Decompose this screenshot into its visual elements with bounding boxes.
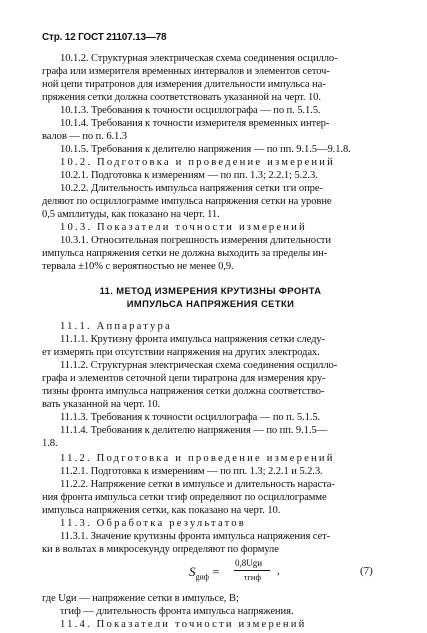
subsection-title: 11.1. Аппаратура <box>60 321 172 332</box>
text-line: τгиф — длительность фронта импульса напряжения. <box>60 606 294 617</box>
text-line: импульса напряжения сетки не должна выходить за пределы ин- <box>42 248 328 259</box>
text-line: 10.1.2. Структурная электрическая схема соединения осцилло- <box>60 53 338 64</box>
equation-number: (7) <box>360 565 373 577</box>
formula-denominator: τгиф <box>244 572 261 582</box>
formula-7 <box>0 558 427 590</box>
text-line: 11.2.2. Напряжение сетки в импульсе и длительность нараста- <box>60 479 335 490</box>
subsection-title: 10.3. Показатели точности измерений <box>60 222 307 233</box>
subsection-title: 11.3. Обработка результатов <box>60 518 247 529</box>
fraction-bar <box>234 570 270 571</box>
text-line: ки в вольтах в микросекунду определяют по формуле <box>42 544 279 555</box>
section-heading: ИМПУЛЬСА НАПРЯЖЕНИЯ СЕТКИ <box>126 298 295 309</box>
text-line: 10.1.4. Требования к точности измерителя временных интер- <box>60 118 330 129</box>
formula-numerator: 0,8Ugи <box>235 558 263 568</box>
formula-comma: , <box>277 565 280 577</box>
text-line: валов — по п. 6.1.3 <box>42 131 128 142</box>
page-header: Стр. 12 ГОСТ 21107.13—78 <box>42 32 167 43</box>
text-line: 11.2.1. Подготовка к измерениям — по пп. 1.3; 2.2.1 и 5.2.3. <box>60 466 323 477</box>
subsection-title: 11.4. Показатели точности измерений <box>60 619 307 630</box>
text-line: 11.1.1. Крутизну фронта импульса напряжения сетки следу- <box>60 334 326 345</box>
text-line: 10.2.2. Длительность импульса напряжения сетки τги опре- <box>60 183 323 194</box>
text-line: 11.3.1. Значение крутизны фронта импульса напряжения сет- <box>60 531 331 542</box>
text-line: 11.1.3. Требования к точности осциллографа — по п. 5.1.5. <box>60 412 321 423</box>
text-line: ной цепи тиратронов для измерения длительности импульса на- <box>42 79 326 90</box>
text-line: тизны фронта импульса напряжения сетки должна соответство- <box>42 386 325 397</box>
text-line: пряжения сетки должна соответствовать указанной на черт. 10. <box>42 92 321 103</box>
section-heading: 11. МЕТОД ИЗМЕРЕНИЯ КРУТИЗНЫ ФРОНТА <box>99 285 322 296</box>
text-line: 0,5 амплитуды, как показано на черт. 11. <box>42 209 220 220</box>
text-line: деляют по осциллограмме импульса напряжения сетки на уровне <box>42 196 332 207</box>
text-line: 10.1.3. Требования к точности осциллографа — по п. 5.1.5. <box>60 105 321 116</box>
text-line: графа или измерителя временных интервалов и элементов сеточ- <box>42 66 330 77</box>
text-line: 10.2.1. Подготовка к измерениям — по пп. 1.3; 2.2.1; 5.2.3. <box>60 170 318 181</box>
text-line: вать указанной на черт. 10. <box>42 399 161 410</box>
subsection-title: 10.2. Подготовка и проведение измерений <box>60 157 336 168</box>
text-line: 10.3.1. Относительная погрешность измерения длительности <box>60 235 331 246</box>
text-line: импульса напряжения сетки, как показано на черт. 10. <box>42 505 281 516</box>
subsection-title: 11.2. Подготовка и проведение измерений <box>60 453 335 464</box>
text-line: 11.1.4. Требования к делителю напряжения — по пп. 9.1.5— <box>60 425 328 436</box>
text-line: 10.1.5. Требования к делителю напряжения — по пп. 9.1.5—9.1.8. <box>60 144 351 155</box>
text-line: тервала ±10% с вероятностью не менее 0,9. <box>42 261 234 272</box>
text-line: где Ugи — напряжение сетки в импульсе, В; <box>42 593 239 604</box>
text-line: 11.1.2. Структурная электрическая схема соединения осцилло- <box>60 360 338 371</box>
text-line: 1.8. <box>42 438 58 449</box>
text-line: ния фронта импульса сетки τгиф определяют по осциллограмме <box>42 492 327 503</box>
text-line: графа и элементов сеточной цепи тиратрона для измерения кру- <box>42 373 326 384</box>
text-line: ет измерять при отсутствии напряжения на других электродах. <box>42 347 320 358</box>
formula-lhs: $S_{gиф}$ = <box>189 564 220 582</box>
